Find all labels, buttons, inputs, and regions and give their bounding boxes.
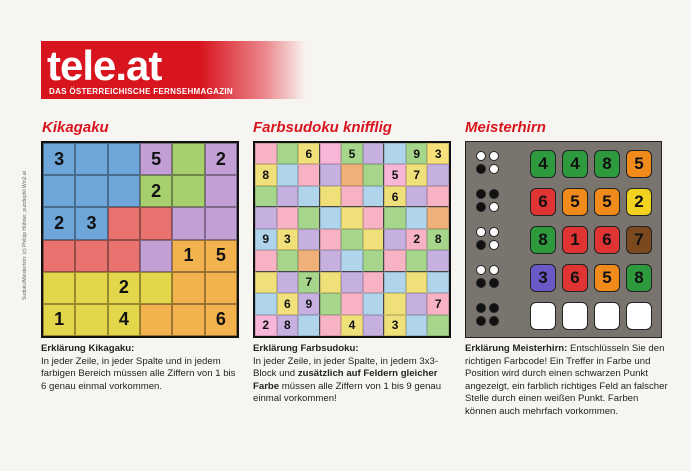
farbsudoku-desc-title: Erklärung Farbsudoku: xyxy=(253,343,359,354)
farbsudoku-cell[interactable]: 9 xyxy=(255,229,277,250)
white-peg xyxy=(489,151,499,161)
farbsudoku-cell[interactable] xyxy=(255,143,277,164)
farbsudoku-cell[interactable] xyxy=(363,207,385,228)
black-peg xyxy=(476,164,486,174)
code-tile: 8 xyxy=(594,150,620,178)
farbsudoku-cell[interactable] xyxy=(255,250,277,271)
farbsudoku-cell[interactable]: 2 xyxy=(255,315,277,336)
farbsudoku-cell[interactable] xyxy=(341,207,363,228)
white-peg xyxy=(476,151,486,161)
kikagaku-cell[interactable] xyxy=(172,175,204,207)
farbsudoku-cell[interactable] xyxy=(255,207,277,228)
farbsudoku-cell[interactable] xyxy=(427,272,449,293)
kikagaku-cell[interactable] xyxy=(140,207,172,239)
farbsudoku-cell[interactable]: 5 xyxy=(384,164,406,185)
code-tile: 4 xyxy=(530,150,556,178)
black-peg xyxy=(476,278,486,288)
white-peg xyxy=(489,164,499,174)
farbsudoku-cell[interactable] xyxy=(277,143,299,164)
black-peg xyxy=(476,303,486,313)
farbsudoku-cell[interactable] xyxy=(320,143,342,164)
kikagaku-cell[interactable] xyxy=(75,304,107,336)
meisterhirn-description xyxy=(465,343,670,419)
code-tile: 7 xyxy=(626,226,652,254)
farbsudoku-cell[interactable] xyxy=(406,315,428,336)
farbsudoku-cell[interactable] xyxy=(277,186,299,207)
white-peg xyxy=(489,265,499,275)
farbsudoku-cell[interactable] xyxy=(363,293,385,314)
farbsudoku-desc-bold: zusätzlich auf Feldern gleicher Farbe xyxy=(253,368,438,392)
farbsudoku-cell[interactable] xyxy=(341,272,363,293)
farbsudoku-cell[interactable] xyxy=(427,207,449,228)
meisterhirn-title: Meisterhirn xyxy=(465,119,546,136)
farbsudoku-cell[interactable] xyxy=(363,143,385,164)
farbsudoku-cell[interactable] xyxy=(341,293,363,314)
kikagaku-cell[interactable] xyxy=(140,304,172,336)
kikagaku-cell[interactable] xyxy=(172,304,204,336)
farbsudoku-cell[interactable] xyxy=(255,186,277,207)
farbsudoku-cell[interactable]: 3 xyxy=(277,229,299,250)
farbsudoku-cell[interactable] xyxy=(320,207,342,228)
code-tile[interactable] xyxy=(530,302,556,330)
farbsudoku-cell[interactable]: 9 xyxy=(298,293,320,314)
meisterhirn-row xyxy=(466,222,661,258)
black-peg xyxy=(489,303,499,313)
kikagaku-desc-text: In jeder Zeile, in jeder Spalte und in jedem farbigen Bereich müssen alle Ziffern von 1 bis 6 genau einmal vorkommen. xyxy=(41,355,236,392)
farbsudoku-cell[interactable] xyxy=(298,186,320,207)
farbsudoku-cell[interactable] xyxy=(320,293,342,314)
farbsudoku-cell[interactable] xyxy=(363,250,385,271)
farbsudoku-cell[interactable] xyxy=(277,164,299,185)
code-tile[interactable] xyxy=(594,302,620,330)
code-tile: 8 xyxy=(626,264,652,292)
farbsudoku-cell[interactable] xyxy=(384,207,406,228)
kikagaku-cell[interactable]: 2 xyxy=(205,143,237,175)
code-tile: 5 xyxy=(626,150,652,178)
farbsudoku-cell[interactable]: 7 xyxy=(427,293,449,314)
farbsudoku-cell[interactable] xyxy=(320,164,342,185)
kikagaku-cell[interactable] xyxy=(108,207,140,239)
farbsudoku-cell[interactable] xyxy=(427,164,449,185)
kikagaku-description xyxy=(41,343,241,393)
code-tile: 5 xyxy=(594,264,620,292)
kikagaku-cell[interactable] xyxy=(108,240,140,272)
kikagaku-cell[interactable] xyxy=(172,143,204,175)
kikagaku-cell[interactable] xyxy=(75,143,107,175)
farbsudoku-cell[interactable] xyxy=(320,250,342,271)
code-tile: 6 xyxy=(594,226,620,254)
farbsudoku-cell[interactable] xyxy=(384,229,406,250)
kikagaku-cell[interactable] xyxy=(172,207,204,239)
feedback-pegs xyxy=(476,149,504,177)
farbsudoku-cell[interactable] xyxy=(406,293,428,314)
farbsudoku-cell[interactable]: 3 xyxy=(384,315,406,336)
farbsudoku-cell[interactable] xyxy=(277,207,299,228)
farbsudoku-cell[interactable]: 4 xyxy=(341,315,363,336)
white-peg xyxy=(489,240,499,250)
credit-text: Sudoku/Meisterhirn: (c) Philipp Hübner, puzzlephil Win2.at xyxy=(22,171,28,300)
farbsudoku-cell[interactable] xyxy=(363,272,385,293)
farbsudoku-cell[interactable] xyxy=(298,315,320,336)
farbsudoku-cell[interactable] xyxy=(406,207,428,228)
kikagaku-cell[interactable] xyxy=(205,207,237,239)
code-tile: 8 xyxy=(530,226,556,254)
logo-title: tele.at xyxy=(47,42,162,89)
meisterhirn-row xyxy=(466,146,661,182)
farbsudoku-cell[interactable] xyxy=(320,272,342,293)
farbsudoku-desc-text-2: müssen alle Ziffern von 1 bis 9 genau einmal vorkommen! xyxy=(253,380,442,405)
farbsudoku-cell[interactable] xyxy=(298,250,320,271)
kikagaku-cell[interactable] xyxy=(75,240,107,272)
white-peg xyxy=(476,265,486,275)
kikagaku-cell[interactable]: 2 xyxy=(140,175,172,207)
feedback-pegs xyxy=(476,187,504,215)
kikagaku-cell[interactable]: 3 xyxy=(43,143,75,175)
meisterhirn-row xyxy=(466,184,661,220)
farbsudoku-cell[interactable]: 6 xyxy=(277,293,299,314)
farbsudoku-cell[interactable] xyxy=(298,229,320,250)
code-tile: 5 xyxy=(594,188,620,216)
kikagaku-title: Kikagaku xyxy=(42,119,109,136)
kikagaku-cell[interactable] xyxy=(43,175,75,207)
black-peg xyxy=(476,189,486,199)
farbsudoku-cell[interactable] xyxy=(298,164,320,185)
feedback-pegs xyxy=(476,301,504,329)
kikagaku-cell[interactable] xyxy=(140,272,172,304)
kikagaku-cell[interactable] xyxy=(172,272,204,304)
kikagaku-cell[interactable]: 3 xyxy=(75,207,107,239)
farbsudoku-cell[interactable]: 8 xyxy=(255,164,277,185)
farbsudoku-cell[interactable] xyxy=(406,250,428,271)
farbsudoku-cell[interactable] xyxy=(427,315,449,336)
code-tile: 1 xyxy=(562,226,588,254)
feedback-pegs xyxy=(476,263,504,291)
farbsudoku-cell[interactable]: 8 xyxy=(427,229,449,250)
kikagaku-cell[interactable]: 2 xyxy=(43,207,75,239)
kikagaku-cell[interactable]: 6 xyxy=(205,304,237,336)
black-peg xyxy=(476,240,486,250)
farbsudoku-cell[interactable] xyxy=(384,293,406,314)
white-peg xyxy=(489,202,499,212)
farbsudoku-cell[interactable] xyxy=(341,229,363,250)
kikagaku-cell[interactable]: 2 xyxy=(108,272,140,304)
kikagaku-cell[interactable] xyxy=(205,175,237,207)
code-tile: 3 xyxy=(530,264,556,292)
kikagaku-cell[interactable]: 5 xyxy=(140,143,172,175)
farbsudoku-cell[interactable] xyxy=(277,250,299,271)
kikagaku-desc-title: Erklärung Kikagaku: xyxy=(41,343,135,354)
farbsudoku-cell[interactable]: 5 xyxy=(341,143,363,164)
meisterhirn-desc-text: Entschlüsseln Sie den richtigen Farbcode! Ein Treffer in Farbe und Position wird durch einen schwarzen Punkt angezeigt, ein farblich richtiges Feld an falscher Stelle durch einen weißen Punkt. Farben können auch mehrfach vorkommen. xyxy=(465,343,668,417)
farbsudoku-cell[interactable]: 6 xyxy=(298,143,320,164)
farbsudoku-cell[interactable] xyxy=(320,229,342,250)
code-tile: 5 xyxy=(562,188,588,216)
kikagaku-cell[interactable] xyxy=(75,175,107,207)
farbsudoku-cell[interactable]: 7 xyxy=(298,272,320,293)
farbsudoku-grid xyxy=(253,141,451,338)
farbsudoku-cell[interactable] xyxy=(363,315,385,336)
farbsudoku-cell[interactable]: 6 xyxy=(384,186,406,207)
farbsudoku-cell[interactable] xyxy=(255,272,277,293)
farbsudoku-cell[interactable] xyxy=(341,250,363,271)
kikagaku-cell[interactable]: 1 xyxy=(43,304,75,336)
code-tile: 6 xyxy=(562,264,588,292)
farbsudoku-cell[interactable] xyxy=(363,186,385,207)
farbsudoku-cell[interactable] xyxy=(255,293,277,314)
farbsudoku-cell[interactable]: 3 xyxy=(427,143,449,164)
farbsudoku-cell[interactable] xyxy=(363,164,385,185)
farbsudoku-cell[interactable]: 9 xyxy=(406,143,428,164)
farbsudoku-cell[interactable]: 7 xyxy=(406,164,428,185)
black-peg xyxy=(476,316,486,326)
logo-subtitle: DAS ÖSTERREICHISCHE FERNSEHMAGAZIN xyxy=(49,87,233,96)
kikagaku-cell[interactable]: 4 xyxy=(108,304,140,336)
farbsudoku-cell[interactable]: 8 xyxy=(277,315,299,336)
kikagaku-cell[interactable]: 1 xyxy=(172,240,204,272)
code-tile: 6 xyxy=(530,188,556,216)
kikagaku-cell[interactable] xyxy=(140,240,172,272)
farbsudoku-desc-text-1: In jeder Zeile, in jeder Spalte, in jedem 3x3-Block und xyxy=(253,355,439,380)
farbsudoku-title: Farbsudoku knifflig xyxy=(253,119,392,136)
white-peg xyxy=(476,227,486,237)
farbsudoku-cell[interactable] xyxy=(363,229,385,250)
code-tile: 4 xyxy=(562,150,588,178)
farbsudoku-cell[interactable] xyxy=(320,315,342,336)
farbsudoku-cell[interactable] xyxy=(384,250,406,271)
kikagaku-cell[interactable] xyxy=(43,272,75,304)
kikagaku-cell[interactable] xyxy=(205,272,237,304)
farbsudoku-description xyxy=(253,343,458,406)
code-tile: 2 xyxy=(626,188,652,216)
meisterhirn-row xyxy=(466,298,661,334)
kikagaku-grid xyxy=(41,141,239,338)
meisterhirn-desc-title: Erklärung Meisterhirn: xyxy=(465,343,568,354)
farbsudoku-cell[interactable] xyxy=(320,186,342,207)
white-peg xyxy=(489,227,499,237)
farbsudoku-cell[interactable] xyxy=(341,186,363,207)
farbsudoku-cell[interactable] xyxy=(384,272,406,293)
farbsudoku-cell[interactable] xyxy=(384,143,406,164)
meisterhirn-board xyxy=(465,141,662,338)
black-peg xyxy=(476,202,486,212)
black-peg xyxy=(489,189,499,199)
code-tile[interactable] xyxy=(626,302,652,330)
black-peg xyxy=(489,278,499,288)
meisterhirn-row xyxy=(466,260,661,296)
farbsudoku-cell[interactable] xyxy=(341,164,363,185)
farbsudoku-cell[interactable] xyxy=(277,272,299,293)
black-peg xyxy=(489,316,499,326)
farbsudoku-cell[interactable] xyxy=(298,207,320,228)
farbsudoku-cell[interactable] xyxy=(406,272,428,293)
kikagaku-cell[interactable] xyxy=(108,143,140,175)
feedback-pegs xyxy=(476,225,504,253)
code-tile[interactable] xyxy=(562,302,588,330)
farbsudoku-cell[interactable] xyxy=(406,186,428,207)
kikagaku-cell[interactable]: 5 xyxy=(205,240,237,272)
tele-logo xyxy=(41,41,306,99)
kikagaku-cell[interactable] xyxy=(43,240,75,272)
farbsudoku-cell[interactable] xyxy=(427,186,449,207)
farbsudoku-cell[interactable] xyxy=(427,250,449,271)
kikagaku-cell[interactable] xyxy=(75,272,107,304)
farbsudoku-cell[interactable]: 2 xyxy=(406,229,428,250)
kikagaku-cell[interactable] xyxy=(108,175,140,207)
